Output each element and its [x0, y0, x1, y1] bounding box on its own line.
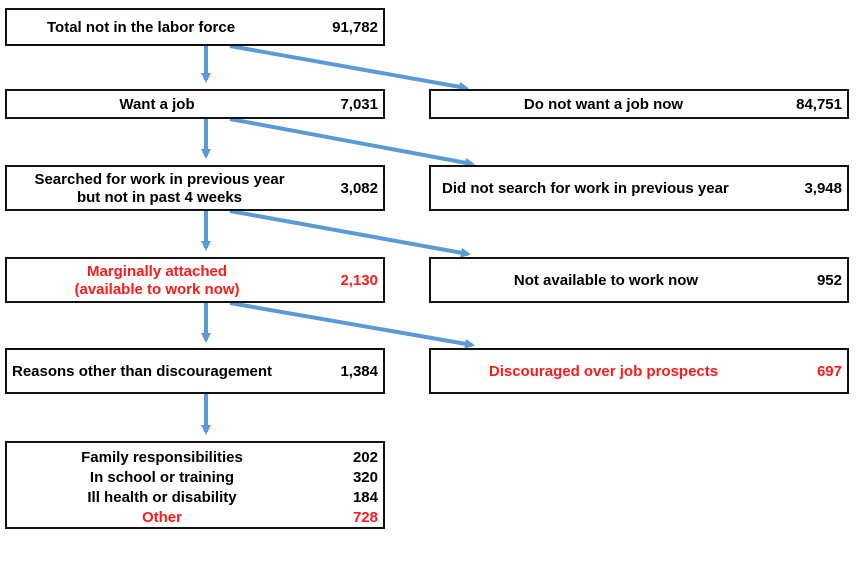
- breakdown-label-school: In school or training: [89, 469, 235, 486]
- breakdown-value-other: 728: [352, 509, 378, 526]
- not-available-value: 952: [816, 272, 842, 289]
- reasons-other-box: [5, 348, 385, 394]
- discouraged-label: Discouraged over job prospects: [488, 363, 719, 380]
- total-box: [5, 8, 385, 46]
- did-not-search-label: Did not search for work in previous year: [442, 180, 729, 197]
- marginally-attached-box: [5, 257, 385, 303]
- reasons-other-value: 1,384: [340, 363, 378, 380]
- arrow-marginal-to-discouraged: [230, 303, 472, 345]
- searched-box: [5, 165, 385, 211]
- did-not-search-value: 3,948: [804, 180, 842, 197]
- breakdown-value-health: 184: [352, 489, 378, 506]
- arrow-want-to-didnotsearch: [230, 119, 472, 164]
- breakdown-values: [318, 448, 378, 528]
- want-job-box: [5, 89, 385, 119]
- discouraged-value: 697: [816, 363, 842, 380]
- do-not-want-value: 84,751: [796, 96, 842, 113]
- breakdown-label-health: Ill health or disability: [87, 489, 237, 506]
- breakdown-box: [5, 441, 385, 529]
- arrow-searched-to-notavailable: [230, 211, 468, 254]
- not-available-label: Not available to work now: [513, 272, 699, 289]
- do-not-want-label: Do not want a job now: [523, 96, 684, 113]
- breakdown-label-family: Family responsibilities: [81, 449, 243, 466]
- want-job-value: 7,031: [340, 96, 378, 113]
- searched-value: 3,082: [340, 180, 378, 197]
- marginally-label-line2: (available to work now): [74, 281, 240, 298]
- breakdown-value-family: 202: [352, 449, 378, 466]
- searched-label-line2: but not in past 4 weeks: [76, 189, 243, 206]
- breakdown-label-other: Other: [141, 509, 182, 526]
- arrow-total-to-notwant: [230, 46, 466, 88]
- total-value: 91,782: [332, 19, 378, 36]
- do-not-want-box: [429, 89, 849, 119]
- want-job-label: Want a job: [119, 96, 195, 113]
- reasons-other-label: Reasons other than discouragement: [12, 363, 273, 380]
- did-not-search-box: [429, 165, 849, 211]
- breakdown-value-school: 320: [352, 469, 378, 486]
- not-available-box: [429, 257, 849, 303]
- marginally-label-line1: Marginally attached: [86, 263, 228, 280]
- discouraged-box: [429, 348, 849, 394]
- breakdown-labels: [7, 448, 317, 528]
- total-label: Total not in the labor force: [47, 19, 236, 36]
- marginally-value: 2,130: [340, 272, 378, 289]
- searched-label-line1: Searched for work in previous year: [34, 171, 285, 188]
